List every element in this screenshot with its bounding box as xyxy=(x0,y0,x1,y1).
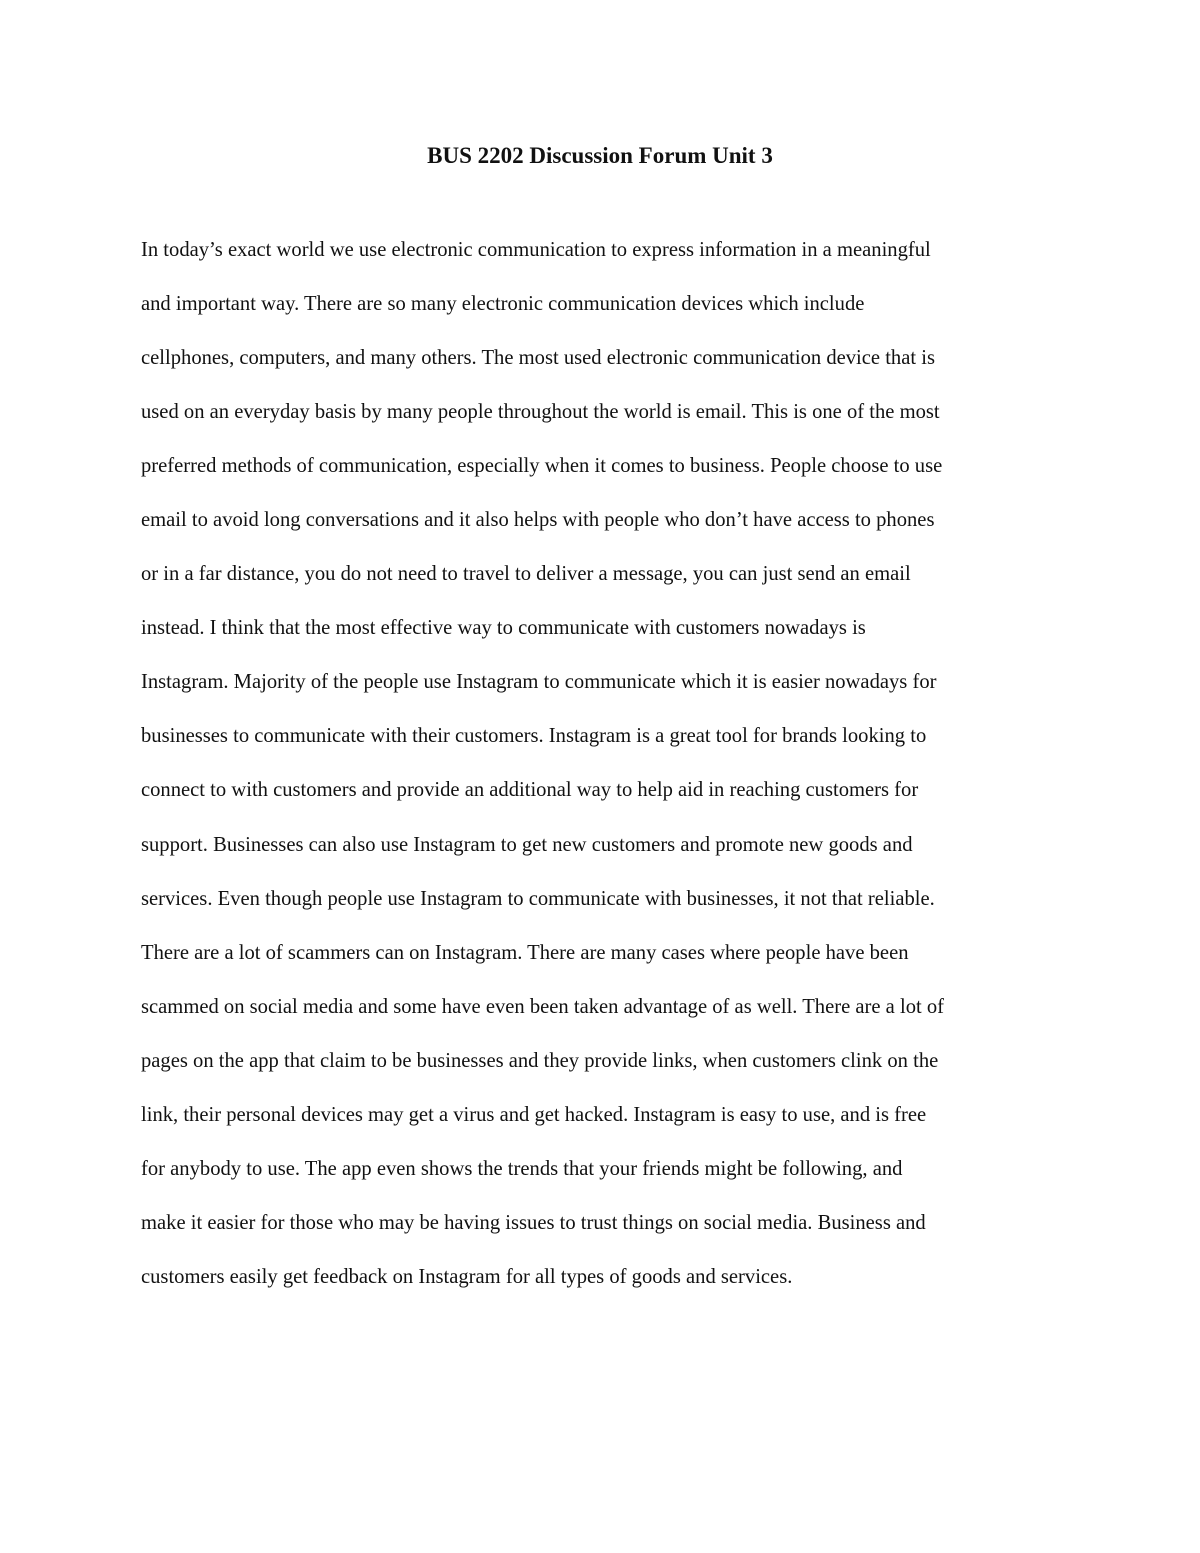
paragraph-line: pages on the app that claim to be businesses and they provide links, when customers clink on the xyxy=(141,1049,939,1072)
paragraph-line: scammed on social media and some have even been taken advantage of as well. There are a lot of xyxy=(141,995,945,1018)
paragraph-line: In today’s exact world we use electronic communication to express information in a meaningful xyxy=(141,239,931,261)
paragraph-line: or in a far distance, you do not need to travel to deliver a message, you can just send an email xyxy=(141,563,911,586)
paragraph-line: connect to with customers and provide an additional way to help aid in reaching customers for xyxy=(141,779,919,802)
paragraph-line: preferred methods of communication, especially when it comes to business. People choose to use xyxy=(141,455,943,478)
paragraph-line: used on an everyday basis by many people throughout the world is email. This is one of the most xyxy=(141,401,940,424)
paragraph-line: cellphones, computers, and many others. The most used electronic communication device that is xyxy=(141,347,935,370)
document-body xyxy=(141,233,944,1314)
paragraph-line: for anybody to use. The app even shows the trends that your friends might be following, and xyxy=(141,1157,903,1180)
paragraph-line: make it easier for those who may be having issues to trust things on social media. Business and xyxy=(141,1211,926,1234)
paragraph-line: instead. I think that the most effective way to communicate with customers nowadays is xyxy=(141,617,866,640)
paragraph-line: email to avoid long conversations and it also helps with people who don’t have access to phones xyxy=(141,509,935,532)
paragraph-line: customers easily get feedback on Instagram for all types of goods and services. xyxy=(141,1265,793,1288)
paragraph-line: businesses to communicate with their customers. Instagram is a great tool for brands looking to xyxy=(141,725,927,748)
paragraph-line: link, their personal devices may get a virus and get hacked. Instagram is easy to use, and is free xyxy=(141,1103,927,1126)
paragraph-line: support. Businesses can also use Instagram to get new customers and promote new goods and xyxy=(141,833,913,856)
paragraph-line: Instagram. Majority of the people use Instagram to communicate which it is easier nowadays for xyxy=(141,671,937,694)
document-title: BUS 2202 Discussion Forum Unit 3 xyxy=(427,143,773,168)
paragraph-line: services. Even though people use Instagram to communicate with businesses, it not that reliable. xyxy=(141,887,935,910)
paragraph-line: and important way. There are so many electronic communication devices which include xyxy=(141,293,865,316)
paragraph-line: There are a lot of scammers can on Instagram. There are many cases where people have been xyxy=(141,941,909,964)
